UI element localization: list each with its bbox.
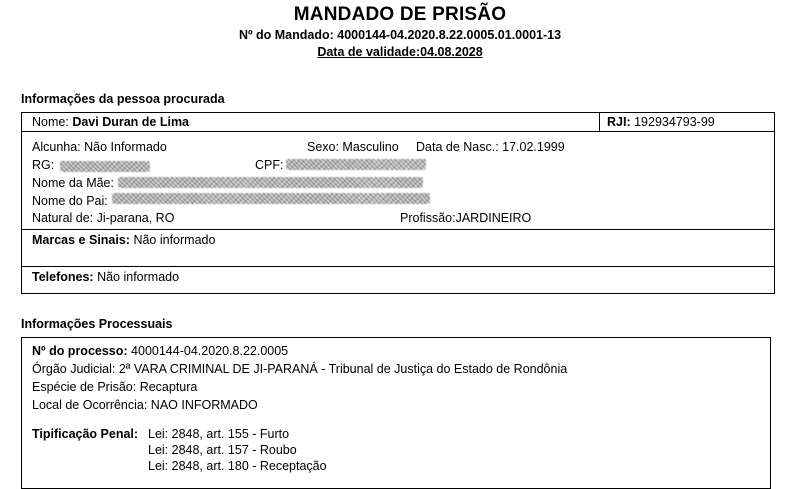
- marks-row: [32, 233, 215, 247]
- profession: Profissão:JARDINEIRO: [400, 211, 532, 225]
- process-number-label: Nº do processo:: [32, 344, 128, 358]
- redacted-father-name: [112, 193, 430, 204]
- divider: [21, 229, 775, 230]
- penal-item: Lei: 2848, art. 155 - Furto: [148, 427, 290, 441]
- divider: [21, 266, 775, 267]
- rg-label: RG:: [32, 158, 55, 172]
- process-number: 4000144-04.2020.8.22.0005: [131, 344, 289, 358]
- name-label: Nome:: [32, 115, 69, 129]
- birth-date: Data de Nasc.: 17.02.1999: [416, 140, 565, 154]
- redacted-cpf: [286, 159, 426, 170]
- court: Órgão Judicial: 2ª VARA CRIMINAL DE JI-PARANÁ - Tribunal de Justiça do Estado de Rondônia: [32, 362, 568, 376]
- cpf-label: CPF:: [255, 158, 284, 172]
- marks-label: Marcas e Sinais:: [32, 233, 130, 247]
- validity-date: Data de validade:04.08.2028: [317, 45, 483, 59]
- phones-value: Não informado: [97, 270, 180, 284]
- redacted-mother-name: [118, 177, 423, 188]
- divider: [21, 131, 775, 132]
- redacted-rg: [60, 161, 150, 172]
- rji-row: [607, 115, 715, 129]
- process-number-row: [32, 344, 288, 358]
- person-section-title: Informações da pessoa procurada: [21, 92, 225, 106]
- mother-label: Nome da Mãe:: [32, 176, 114, 190]
- name-row: [32, 115, 189, 129]
- rji-value: 192934793-99: [634, 115, 715, 129]
- penal-label: [32, 427, 138, 441]
- person-name: Davi Duran de Lima: [72, 115, 190, 129]
- birthplace: Natural de: Ji-parana, RO: [32, 211, 175, 225]
- penal-item: Lei: 2848, art. 180 - Receptação: [148, 459, 327, 473]
- alias: Alcunha: Não Informado: [32, 140, 167, 154]
- sex: Sexo: Masculino: [307, 140, 399, 154]
- arrest-type: Espécie de Prisão: Recaptura: [32, 380, 198, 394]
- divider: [599, 112, 600, 131]
- document-title: MANDADO DE PRISÃO: [293, 4, 507, 25]
- penal-label-text: Tipificação Penal:: [32, 427, 139, 441]
- phones-label: Telefones:: [32, 270, 94, 284]
- process-info-box: [21, 337, 771, 489]
- father-label: Nome do Pai:: [32, 194, 108, 208]
- phones-row: [32, 270, 179, 284]
- occurrence-location: Local de Ocorrência: NAO INFORMADO: [32, 398, 258, 412]
- penal-item: Lei: 2848, art. 157 - Roubo: [148, 443, 297, 457]
- process-section-title: Informações Processuais: [21, 317, 173, 331]
- rji-label: RJI:: [607, 115, 631, 129]
- marks-value: Não informado: [133, 233, 216, 247]
- warrant-number: Nº do Mandado: 4000144-04.2020.8.22.0005.01.0001-13: [238, 28, 562, 42]
